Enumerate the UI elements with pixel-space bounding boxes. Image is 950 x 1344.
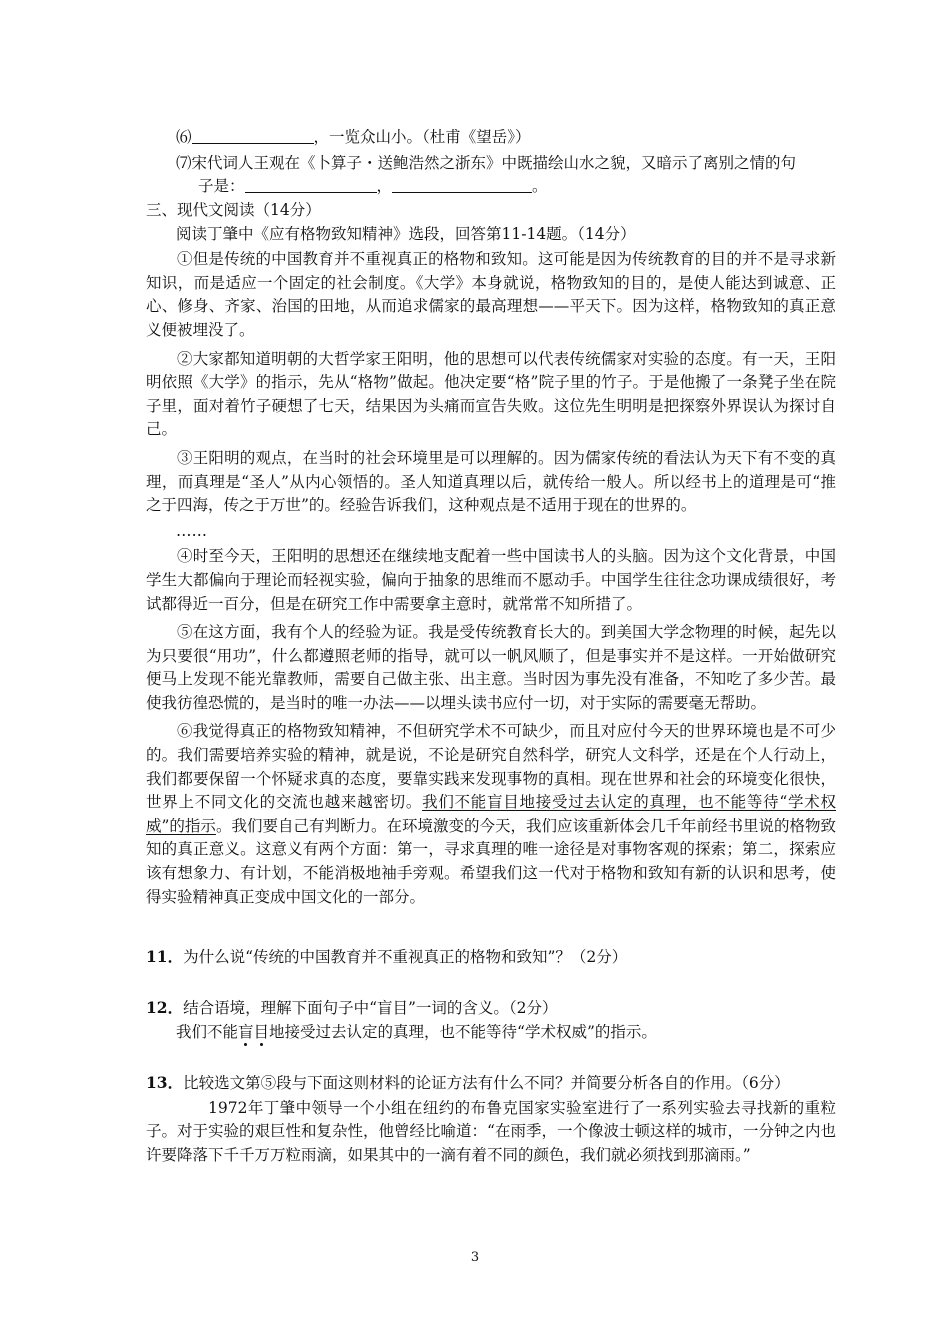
passage-paragraph-5: ⑤在这方面，我有个人的经验为证。我是受传统教育长大的。到美国大学念物理的时候，起先以为只要很“用功”，什么都遵照老师的指导，就可以一帆风顺了，但是事实并不是这样。一开始做研究便马上发现不能光靠教师，需要自己做主张、出主意。当时因为事先没有准备，不知吃了多少苦。最使我彷徨恐慌的，是当时的唯一办法——以埋头读书应付一切，对于实际的需要毫无帮助。: [146, 623, 836, 712]
section-instruction: 阅读丁肇中《应有格物致知精神》选段，回答第11-14题。（14分）: [176, 224, 636, 243]
passage-paragraph-4: ④时至今天，王阳明的思想还在继续地支配着一些中国读书人的头脑。因为这个文化背景，中国学生大都偏向于理论而轻视实验，偏向于抽象的思维而不愿动手。中国学生往往念功课成绩很好，考试都得近一百分，但是在研究工作中需要拿主意时，就常常不知所措了。: [146, 547, 836, 613]
answer-blank[interactable]: [192, 128, 314, 144]
fill-item-6: ⑹ ，一览众山小。（杜甫《望岳》）: [176, 128, 531, 146]
passage-paragraph-6: ⑥我觉得真正的格物致知精神，不但研究学术不可缺少，而且对应付今天的世界环境也是不可少的。我们需要培养实验的精神，就是说，不论是研究自然科学，研究人文科学，还是在个人行动上，我们都要保留一个怀疑求真的态度，要靠实践来发现事物的真相。现在世界和社会的环境变化很快，世界上不同文化的交流也越来越密切。我们不能盲目地接受过去认定的真理，也不能等待“学术权威”的指示。我们要自己有判断力。在环境激变的今天，我们应该重新体会几千年前经书里说的格物致知的真正意义。这意义有两个方面：第一，寻求真理的唯一途径是对事物客观的探索；第二，探索应该有想象力、有计划，不能消极地袖手旁观。希望我们这一代对于格物和致知有新的认识和思考，使得实验精神真正变成中国文化的一部分。: [146, 722, 836, 906]
dotted-char: 目: [253, 1022, 270, 1041]
question-12-sentence: 我们不能盲目地接受过去认定的真理，也不能等待“学术权威”的指示。: [176, 1022, 657, 1041]
ellipsis: ……: [176, 521, 207, 540]
question-13: 13．比较选文第⑤段与下面这则材料的论证方法有什么不同？并简要分析各自的作用。（6分） 1972年丁肇中领导一个小组在纽约的布鲁克国家实验室进行了一系列实验去寻找新的重粒子。对于实验的艰巨性和复杂性，他曾经比喻道：“在雨季，一个像波士顿这样的城市，一分钟之内也许要降落下千千万万粒雨滴，如果其中的一滴有着不同的颜色，我们就必须找到那滴雨。”: [146, 1071, 836, 1172]
question-13-material: 1972年丁肇中领导一个小组在纽约的布鲁克国家实验室进行了一系列实验去寻找新的重粒子。对于实验的艰巨性和复杂性，他曾经比喻道：“在雨季，一个像波士顿这样的城市，一分钟之内也许要降落下千千万万粒雨滴，如果其中的一滴有着不同的颜色，我们就必须找到那滴雨。”: [146, 1098, 836, 1164]
underlined-sentence: 我们不能盲目地接受过去认定的真理，也不能等待“学术权威”的指示: [146, 793, 836, 835]
passage-paragraph-1: ①但是传统的中国教育并不重视真正的格物和致知。这可能是因为传统教育的目的并不是寻求新知识，而是适应一个固定的社会制度。《大学》本身就说，格物致知的目的，是使人能达到诚意、正心、修身、齐家、治国的田地，从而追求儒家的最高理想——平天下。因为这样，格物致知的真正意义便被埋没了。: [146, 250, 836, 339]
answer-blank[interactable]: [392, 177, 532, 193]
section-heading: 三、现代文阅读（14分）: [146, 201, 321, 219]
passage-paragraph-3: ③王阳明的观点，在当时的社会环境里是可以理解的。因为儒家传统的看法认为天下有不变的真理，而真理是“圣人”从内心领悟的。圣人知道真理以后，就传给一般人。所以经书上的道理是可“推之于四海，传之于万世”的。经验告诉我们，这种观点是不适用于现在的世界的。: [146, 448, 836, 515]
question-11: 11．为什么说“传统的中国教育并不重视真正的格物和致知”？（2分）: [146, 947, 628, 966]
dotted-char: 盲: [238, 1022, 254, 1041]
fill-item-7: ⑺宋代词人王观在《卜算子・送鲍浩然之浙东》中既描绘山水之貌，又暗示了离别之情的句: [176, 153, 797, 172]
answer-blank[interactable]: [245, 177, 377, 193]
question-12: 12．结合语境，理解下面句子中“盲目”一词的含义。（2分） 我们不能盲目地接受过去认定的真理，也不能等待“学术权威”的指示。: [146, 996, 836, 1044]
reading-section: [146, 199, 836, 914]
poem-section: [146, 126, 836, 199]
page-number: 3: [470, 1250, 480, 1265]
fill-item-7-answer: 子是： ， 。: [198, 177, 548, 196]
passage-paragraph-2: ②大家都知道明朝的大哲学家王阳明，他的思想可以代表传统儒家对实验的态度。有一天，王阳明依照《大学》的指示，先从“格物”做起。他决定要“格”院子里的竹子。于是他搬了一条凳子坐在院子里，面对着竹子硬想了七天，结果因为头痛而宣告失败。这位先生明明是把探察外界误认为探讨自己。: [146, 349, 836, 439]
